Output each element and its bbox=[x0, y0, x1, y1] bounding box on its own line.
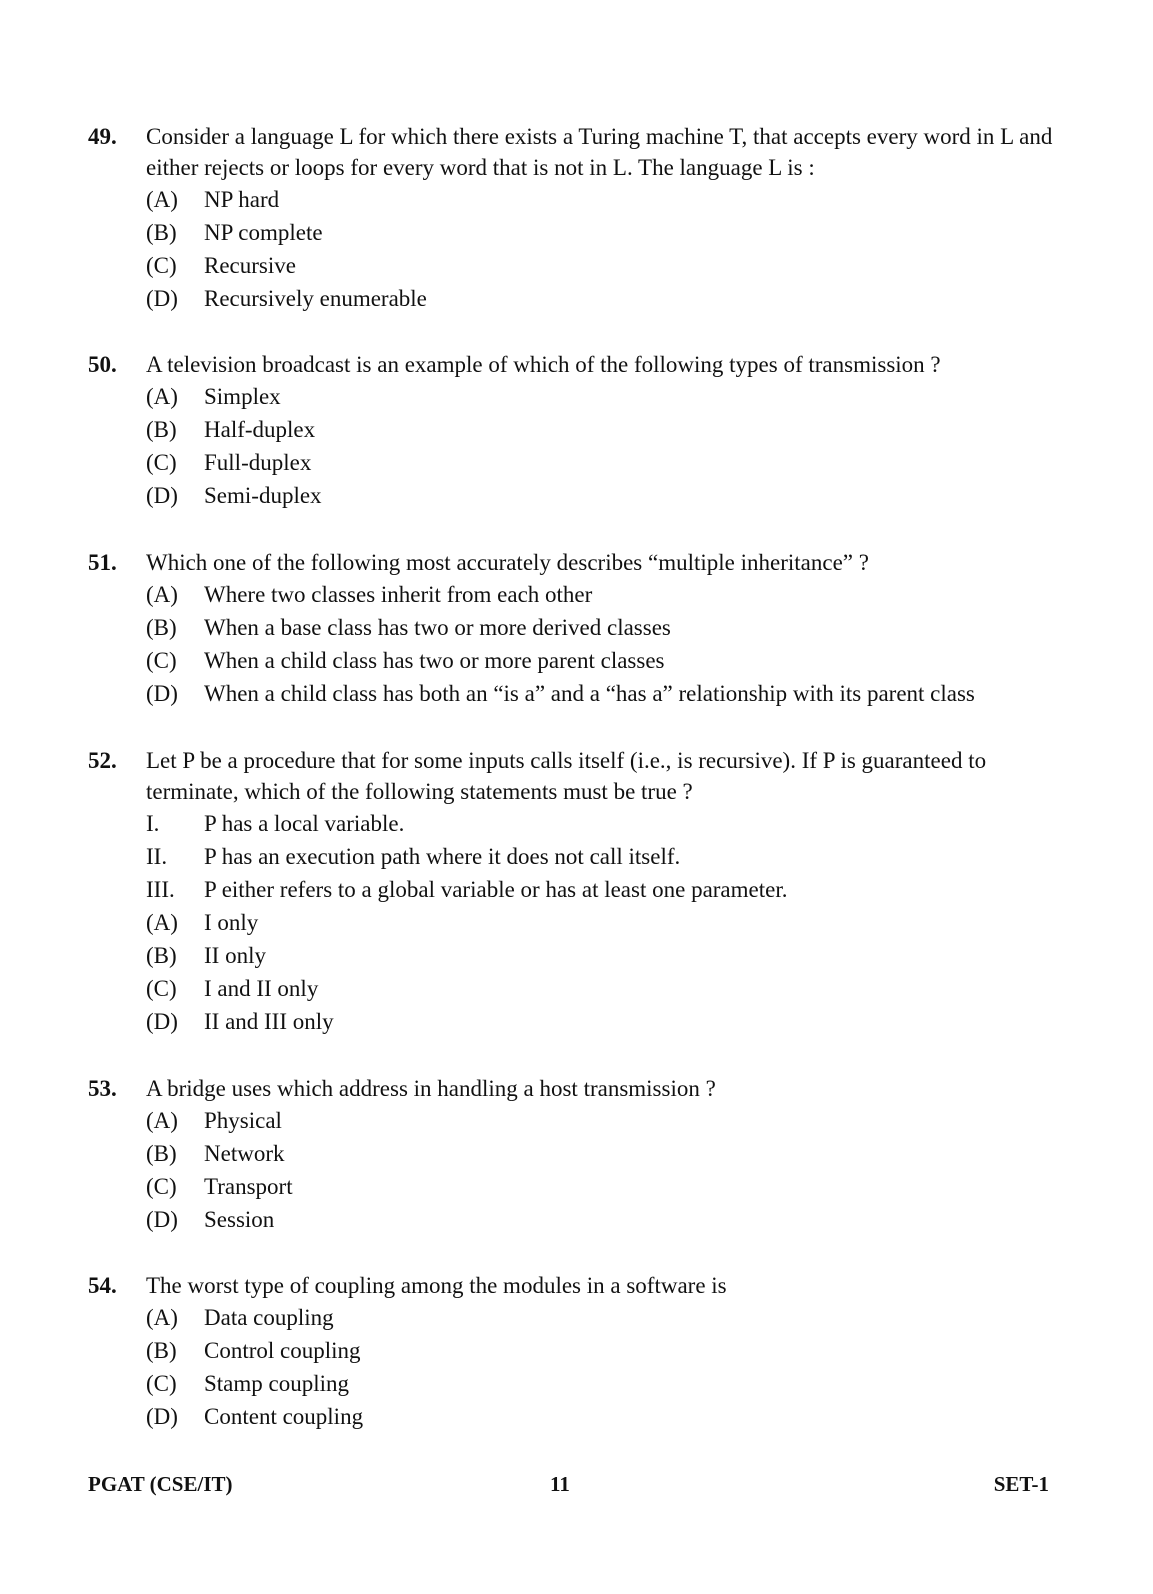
option-d bbox=[88, 1203, 1068, 1236]
statement-label: II. bbox=[146, 844, 168, 869]
option-text: Content coupling bbox=[204, 1404, 364, 1429]
question-number: 51. bbox=[88, 550, 117, 575]
option-label: (D) bbox=[146, 1009, 178, 1034]
option-a bbox=[88, 578, 1068, 611]
option-text: Semi-duplex bbox=[204, 483, 322, 508]
option-label: (A) bbox=[146, 582, 178, 607]
footer-set-label: SET-1 bbox=[993, 1472, 1049, 1496]
option-b bbox=[88, 413, 1068, 446]
question-text: Consider a language L for which there exists a Turing machine T, that accepts every word in L and either rejects or loops for every word that is not in L. The language L is : bbox=[146, 124, 1053, 180]
option-text: When a child class has two or more parent classes bbox=[204, 648, 665, 673]
option-a bbox=[88, 183, 1068, 216]
question-text: The worst type of coupling among the modules in a software is bbox=[146, 1273, 727, 1298]
option-text: Full-duplex bbox=[204, 450, 312, 475]
option-label: (D) bbox=[146, 681, 178, 706]
question-text: A television broadcast is an example of which of the following types of transmission ? bbox=[146, 352, 941, 377]
statement-text: P has an execution path where it does not call itself. bbox=[204, 844, 681, 869]
option-label: (B) bbox=[146, 417, 177, 442]
statement-iii bbox=[88, 873, 1068, 906]
statement-ii bbox=[88, 840, 1068, 873]
option-b bbox=[88, 939, 1068, 972]
option-label: (B) bbox=[146, 220, 177, 245]
statement-text: P either refers to a global variable or has at least one parameter. bbox=[204, 877, 788, 902]
option-b bbox=[88, 216, 1068, 249]
option-label: (A) bbox=[146, 910, 178, 935]
option-text: II and III only bbox=[204, 1009, 334, 1034]
question-number: 52. bbox=[88, 748, 117, 773]
option-text: Control coupling bbox=[204, 1338, 361, 1363]
option-label: (D) bbox=[146, 483, 178, 508]
option-label: (A) bbox=[146, 1108, 178, 1133]
option-label: (C) bbox=[146, 1174, 177, 1199]
option-d bbox=[88, 677, 1068, 710]
statement-i bbox=[88, 807, 1068, 840]
question-number: 54. bbox=[88, 1273, 117, 1298]
option-text: Half-duplex bbox=[204, 417, 316, 442]
question-54 bbox=[88, 1270, 1068, 1433]
option-text: NP complete bbox=[204, 220, 323, 245]
option-label: (B) bbox=[146, 1338, 177, 1363]
option-text: When a base class has two or more derived classes bbox=[204, 615, 671, 640]
option-label: (B) bbox=[146, 943, 177, 968]
option-label: (C) bbox=[146, 253, 177, 278]
option-text: II only bbox=[204, 943, 266, 968]
footer-exam-code: PGAT (CSE/IT) bbox=[88, 1472, 233, 1496]
option-text: Recursively enumerable bbox=[204, 286, 427, 311]
option-text: Stamp coupling bbox=[204, 1371, 350, 1396]
option-label: (C) bbox=[146, 648, 177, 673]
option-text: Transport bbox=[204, 1174, 293, 1199]
option-a bbox=[88, 1104, 1068, 1137]
option-c bbox=[88, 644, 1068, 677]
question-text: A bridge uses which address in handling a host transmission ? bbox=[146, 1076, 716, 1101]
option-text: Recursive bbox=[204, 253, 296, 278]
option-b bbox=[88, 1334, 1068, 1367]
option-c bbox=[88, 1367, 1068, 1400]
question-52 bbox=[88, 745, 1068, 1038]
question-49 bbox=[88, 121, 1068, 315]
question-text: Which one of the following most accurately describes “multiple inheritance” ? bbox=[146, 550, 869, 575]
statement-label: I. bbox=[146, 811, 160, 836]
question-number: 50. bbox=[88, 352, 117, 377]
option-label: (A) bbox=[146, 187, 178, 212]
statement-label: III. bbox=[146, 877, 175, 902]
question-text: Let P be a procedure that for some inputs calls itself (i.e., is recursive). If P is guaranteed to terminate, which of the following statements must be true ? bbox=[146, 748, 987, 804]
option-text: When a child class has both an “is a” and a “has a” relationship with its parent class bbox=[204, 681, 975, 706]
option-label: (C) bbox=[146, 976, 177, 1001]
option-a bbox=[88, 380, 1068, 413]
option-text: Physical bbox=[204, 1108, 282, 1133]
option-d bbox=[88, 1005, 1068, 1038]
option-c bbox=[88, 972, 1068, 1005]
footer-page-number: 11 bbox=[550, 1472, 570, 1496]
option-text: Data coupling bbox=[204, 1305, 334, 1330]
option-b bbox=[88, 1137, 1068, 1170]
option-label: (A) bbox=[146, 1305, 178, 1330]
option-label: (D) bbox=[146, 1207, 178, 1232]
option-label: (D) bbox=[146, 1404, 178, 1429]
option-label: (B) bbox=[146, 615, 177, 640]
statement-text: P has a local variable. bbox=[204, 811, 405, 836]
question-number: 53. bbox=[88, 1076, 117, 1101]
option-c bbox=[88, 249, 1068, 282]
option-d bbox=[88, 282, 1068, 315]
option-d bbox=[88, 479, 1068, 512]
option-label: (A) bbox=[146, 384, 178, 409]
option-label: (C) bbox=[146, 450, 177, 475]
option-a bbox=[88, 1301, 1068, 1334]
option-text: Where two classes inherit from each other bbox=[204, 582, 593, 607]
question-51 bbox=[88, 547, 1068, 710]
option-label: (C) bbox=[146, 1371, 177, 1396]
question-50 bbox=[88, 349, 1068, 512]
option-text: Simplex bbox=[204, 384, 281, 409]
option-label: (B) bbox=[146, 1141, 177, 1166]
option-text: I and II only bbox=[204, 976, 319, 1001]
option-d bbox=[88, 1400, 1068, 1433]
option-text: I only bbox=[204, 910, 259, 935]
option-b bbox=[88, 611, 1068, 644]
option-c bbox=[88, 446, 1068, 479]
option-a bbox=[88, 906, 1068, 939]
option-label: (D) bbox=[146, 286, 178, 311]
option-text: NP hard bbox=[204, 187, 280, 212]
option-c bbox=[88, 1170, 1068, 1203]
question-53 bbox=[88, 1073, 1068, 1236]
option-text: Network bbox=[204, 1141, 285, 1166]
question-number: 49. bbox=[88, 124, 117, 149]
option-text: Session bbox=[204, 1207, 275, 1232]
